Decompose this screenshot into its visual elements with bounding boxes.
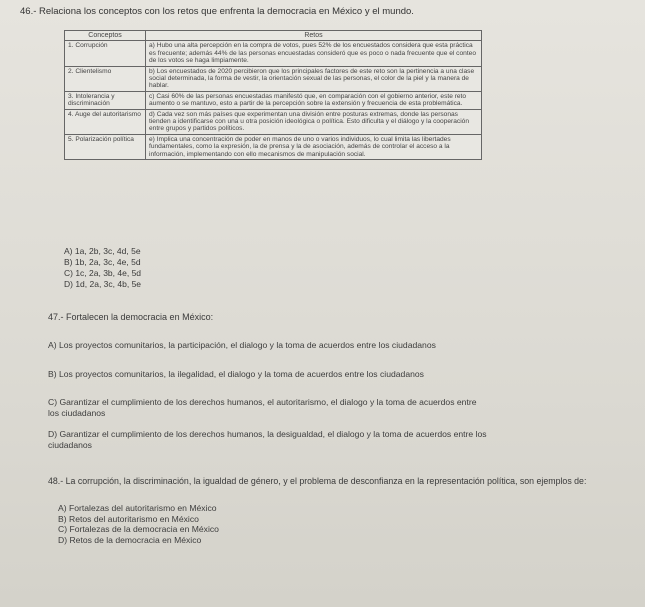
challenge-cell: e) Implica una concentración de poder en manos de uno o varios individuos, lo cual limita las libertades fundamentales, como la expresión, la de prensa y la de asociación, además de controlar el acceso a la información, implementando con ello mecanismos de manipulación social. <box>146 134 482 159</box>
question-48-title: 48.- La corrupción, la discriminación, la igualdad de género, y el problema de desconfianza en la representación política, son ejemplos de: <box>48 476 587 486</box>
answer-option-d[interactable]: D) Retos de la democracia en México <box>58 534 202 545</box>
answer-option-b[interactable]: B) Los proyectos comunitarios, la ilegalidad, el dialogo y la toma de acuerdos entre los ciudadanos <box>48 369 424 379</box>
question-46-options <box>64 246 141 290</box>
challenge-cell: d) Cada vez son más países que experimentan una división entre posturas extremas, donde las personas tienden a identificarse con una u otra posición ideológica o política. Esto dificulta y el diálogo y la cooperación entre grupos y partidos políticos. <box>146 109 482 134</box>
question-48-options <box>58 503 219 545</box>
concept-cell: 1. Corrupción <box>65 41 146 66</box>
answer-option-c[interactable]: C) 1c, 2a, 3b, 4e, 5d <box>64 268 142 278</box>
answer-option-b[interactable]: B) 1b, 2a, 3c, 4e, 5d <box>64 257 141 267</box>
answer-option-c[interactable]: C) Fortalezas de la democracia en México <box>58 524 219 535</box>
concepts-table <box>64 30 482 160</box>
challenge-cell: c) Casi 60% de las personas encuestadas manifestó que, en comparación con el gobierno anterior, este reto aumento o se mantuvo, esto a partir de la percepción sobre la extensión y frecuencia de esta problemática. <box>146 91 482 109</box>
concept-cell: 4. Auge del autoritarismo <box>65 109 146 134</box>
challenge-cell: b) Los encuestados de 2020 percibieron que los principales factores de este reto son la pertinencia a una clase social determinada, la forma de vestir, la orientación sexual de las personas, el color de la piel y la manera de hablar. <box>146 66 482 91</box>
header-concepts: Conceptos <box>65 31 146 41</box>
answer-option-a[interactable]: A) Fortalezas del autoritarismo en México <box>58 503 217 513</box>
answer-option-b[interactable]: B) Retos del autoritarismo en México <box>58 513 199 524</box>
table-row <box>65 134 482 159</box>
table-row <box>65 66 482 91</box>
table-row <box>65 41 482 66</box>
answer-option-a[interactable]: A) Los proyectos comunitarios, la participación, el dialogo y la toma de acuerdos entre los ciudadanos <box>48 340 436 350</box>
challenge-cell: a) Hubo una alta percepción en la compra de votos, pues 52% de los encuestados considera que esta práctica es frecuente; además 44% de las personas encuestadas consideró que es poco o nada frecuente que el conteo de los votos se haga limpiamente. <box>146 41 482 66</box>
table-header-row <box>65 31 482 41</box>
concept-cell: 3. Intolerancia y discriminación <box>65 91 146 109</box>
header-challenges: Retos <box>146 31 482 41</box>
concept-cell: 5. Polarización política <box>65 134 146 159</box>
answer-option-d[interactable]: D) 1d, 2a, 3c, 4b, 5e <box>64 279 142 289</box>
question-47-title: 47.- Fortalecen la democracia en México: <box>48 312 214 322</box>
answer-option-c[interactable]: C) Garantizar el cumplimiento de los derechos humanos, el autoritarismo, el dialogo y la toma de acuerdos entre los ciudadanos <box>48 397 477 418</box>
answer-option-d[interactable]: D) Garantizar el cumplimiento de los derechos humanos, la desigualdad, el dialogo y la toma de acuerdos entre los ciudadanos <box>48 429 487 450</box>
question-46-title: 46.- Relaciona los conceptos con los retos que enfrenta la democracia en México y el mundo. <box>20 6 414 17</box>
concept-cell: 2. Clientelismo <box>65 66 146 91</box>
answer-option-a[interactable]: A) 1a, 2b, 3c, 4d, 5e <box>64 246 141 256</box>
table-row <box>65 91 482 109</box>
table-row <box>65 109 482 134</box>
